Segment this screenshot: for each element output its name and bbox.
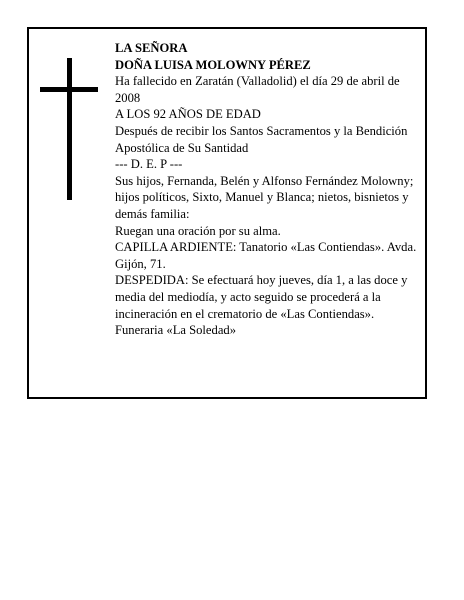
family-line: Sus hijos, Fernanda, Belén y Alfonso Fernández Molowny; hijos políticos, Sixto, Manuel y Blanca; nietos, bisnietos y demás familia:: [115, 173, 414, 221]
funeral-home-line: Funeraria «La Soledad»: [115, 323, 236, 338]
obituary-notice: [27, 27, 427, 399]
rip-line: --- D. E. P ---: [115, 157, 183, 172]
cross-vertical-bar: [67, 58, 72, 200]
cross-icon: [40, 58, 98, 200]
prayer-line: Ruegan una oración por su alma.: [115, 223, 281, 238]
sacraments-line: Después de recibir los Santos Sacramentos y la Bendición Apostólica de Su Santidad: [115, 123, 408, 155]
cross-horizontal-bar: [40, 87, 98, 92]
farewell-line: DESPEDIDA: Se efectuará hoy jueves, día 1, a las doce y media del mediodía, y acto seguido se procederá a la incineración en el crematorio de «Las Contiendas».: [115, 273, 408, 321]
deceased-name: DOÑA LUISA MOLOWNY PÉREZ: [115, 57, 311, 72]
death-statement: Ha fallecido en Zaratán (Valladolid) el día 29 de abril de 2008: [115, 74, 400, 105]
notice-text: [115, 40, 427, 339]
notice-title: LA SEÑORA: [115, 41, 188, 55]
chapel-line: CAPILLA ARDIENTE: Tanatorio «Las Contiendas». Avda. Gijón, 71.: [115, 240, 417, 271]
age-line: A LOS 92 AÑOS DE EDAD: [115, 107, 261, 122]
